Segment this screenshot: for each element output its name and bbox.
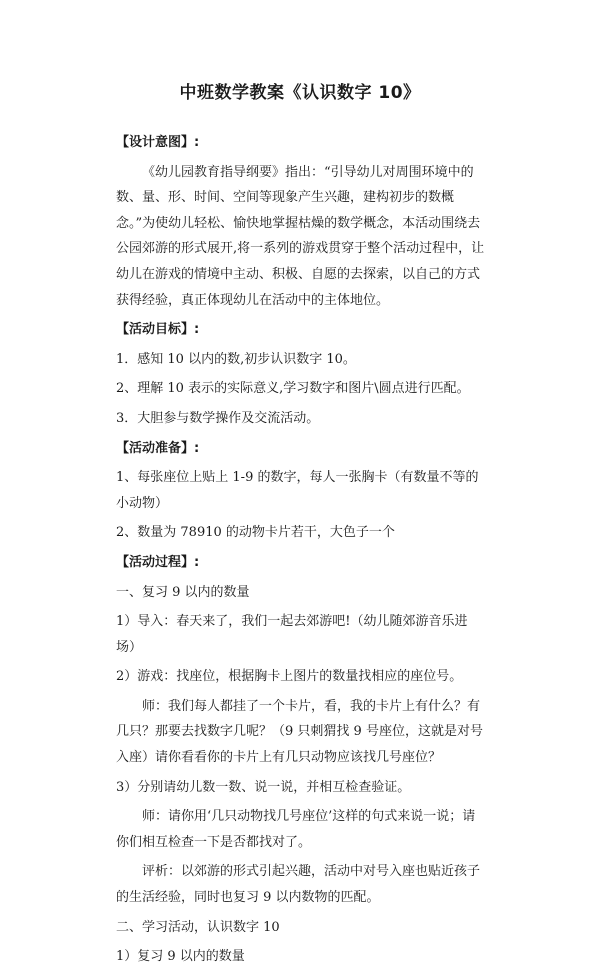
step-1-3: 3）分别请幼儿数一数、说一说，并相互检查验证。 <box>116 779 411 795</box>
goal-1: 1．感知 10 以内的数,初步认识数字 10。 <box>116 351 356 367</box>
goal-3: 3．大胆参与数学操作及交流活动。 <box>116 410 320 426</box>
design-heading: 【设计意图】: <box>116 135 200 150</box>
prep-2: 2、数量为 78910 的动物卡片若干，大色子一个 <box>116 525 395 541</box>
step-2-1: 1）复习 9 以内的数量 <box>116 949 245 965</box>
prep-1: 1、每张座位上贴上 1-9 的数字，每人一张胸卡（有数量不等的小动物） <box>116 470 479 511</box>
step-1-2: 2）游戏：找座位，根据胸卡上图片的数量找相应的座位号。 <box>116 669 463 685</box>
step-2: 二、学习活动，认识数字 10 <box>116 919 280 935</box>
prep-heading: 【活动准备】: <box>116 440 200 456</box>
goals-heading: 【活动目标】: <box>116 322 200 338</box>
design-text: 《幼儿园教育指导纲要》指出：“引导幼儿对周围环境中的数、量、形、时间、空间等现象产生兴趣，建构初步的数概念。”为使幼儿轻松、愉快地掌握枯燥的数学概念，本活动围绕去公园郊游的形式展开,将一系列的游戏贯穿于整个活动过程中，让幼儿在游戏的情境中主动、积极、自愿的去探索，以自己的方式获得经验，真正体现幼儿在活动中的主体地位。 <box>116 164 485 308</box>
step-1-1: 1）导入：春天来了，我们一起去郊游吧!（幼儿随郊游音乐进场） <box>116 614 468 655</box>
step-1: 一、复习 9 以内的数量 <box>116 584 250 600</box>
page-title: 中班数学教案《认识数字 10》 <box>179 83 421 103</box>
teacher-2: 师：请你用‘几只动物找几号座位’这样的句式来说一说；请你们相互检查一下是否都找对了。 <box>116 809 476 850</box>
comment: 评析：以郊游的形式引起兴趣，活动中对号入座也贴近孩子的生活经验，同时也复习 9 以内数物的匹配。 <box>116 864 481 906</box>
teacher-1: 师：我们每人都挂了一个卡片，看，我的卡片上有什么？有几只？那要去找数字几呢？（9 只刺猬找 9 号座位，这就是对号入座）请你看看你的卡片上有几只动物应该找几号座位？ <box>116 698 483 766</box>
goal-2: 2、理解 10 表示的实际意义,学习数字和图片\圆点进行匹配。 <box>116 381 470 397</box>
process-heading: 【活动过程】: <box>116 554 200 570</box>
document-body <box>116 130 486 974</box>
